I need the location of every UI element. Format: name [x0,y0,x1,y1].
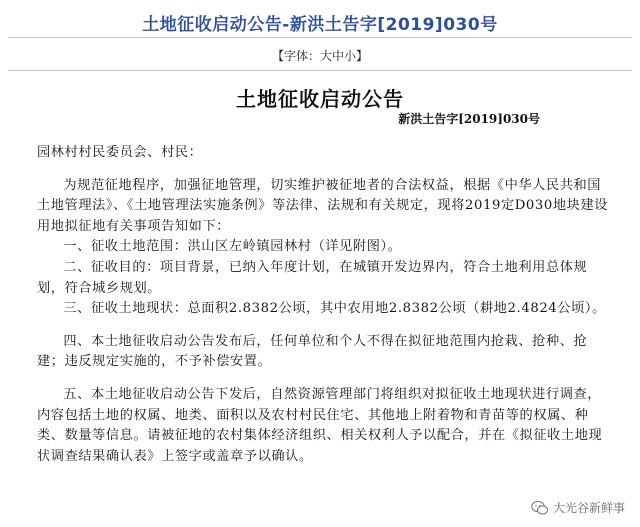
page-title: 土地征收启动公告-新洪土告字[2019]030号 [142,15,498,35]
wechat-icon [531,500,549,516]
paragraph-status: 三、征收土地现状：总面积2.8382公顷，其中农用地2.8382公顷（耕地2.4824公顷）。 [63,301,606,317]
paragraph-scope: 一、征收土地范围：洪山区左岭镇园林村（详见附图）。 [63,239,402,255]
font-bar-divider [8,70,632,71]
salutation: 园林村村民委员会、村民： [37,145,203,160]
paragraph-intro: 为规范征地程序，加强征地管理，切实维护被征地者的合法权益，根据《中华人民共和国土地管理法》、《土地管理法实施条例》等法律、法规和有关规定，现将2019定D030地块建设用地拟征地有关事项告知如下： [37,177,609,234]
font-size-large-link[interactable]: 大 [319,49,332,63]
font-size-medium-link[interactable]: 中 [331,49,344,63]
document-number: 新洪土告字[2019]030号 [398,112,540,126]
paragraph-survey: 五、本土地征收启动公告下发后，自然资源管理部门将组织对拟征收土地现状进行调查，内容包括土地的权属、地类、面积以及农村村民住宅、其他地上附着物和青苗等的权属、种类、数量等信息。请被征地的农村集体经济组织、相关权利人予以配合，并在《拟征收土地现状调查结果确认表》上签字或盖章予以确认。 [37,386,603,464]
font-size-switcher [0,47,640,64]
font-size-small-link[interactable]: 小 [344,49,357,63]
watermark [528,498,628,517]
paragraph-purpose: 二、征收目的：项目背景，已纳入年度计划，在城镇开发边界内，符合土地利用总体规划，符合城乡规划。 [37,259,588,296]
document-body [37,143,613,467]
watermark-text: 大光谷新鲜事 [552,501,625,515]
font-bar-open: 【字体： [271,49,320,63]
document-heading: 土地征收启动公告 [236,87,404,111]
paragraph-restriction: 四、本土地征收启动公告发布后，任何单位和个人不得在拟征地范围内抢栽、抢种、抢建；违反规定实施的，不予补偿安置。 [37,333,588,370]
font-bar-close: 】 [356,49,369,63]
title-divider [8,37,632,38]
